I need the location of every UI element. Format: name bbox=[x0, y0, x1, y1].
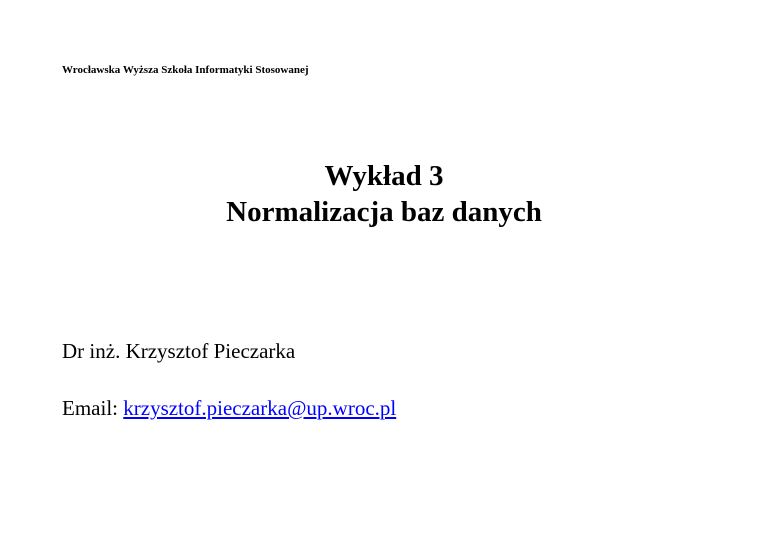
email-label: Email: bbox=[62, 396, 124, 420]
email-line bbox=[62, 396, 396, 421]
email-link[interactable]: krzysztof.pieczarka@up.wroc.pl bbox=[123, 396, 397, 420]
lecture-subtitle: Normalizacja baz danych bbox=[226, 196, 542, 228]
lecture-title: Wykład 3 bbox=[324, 160, 444, 192]
author-name: Dr inż. Krzysztof Pieczarka bbox=[62, 339, 296, 363]
institution-name: Wrocławska Wyższa Szkoła Informatyki Stosowanej bbox=[62, 64, 309, 76]
title-block bbox=[0, 158, 768, 230]
